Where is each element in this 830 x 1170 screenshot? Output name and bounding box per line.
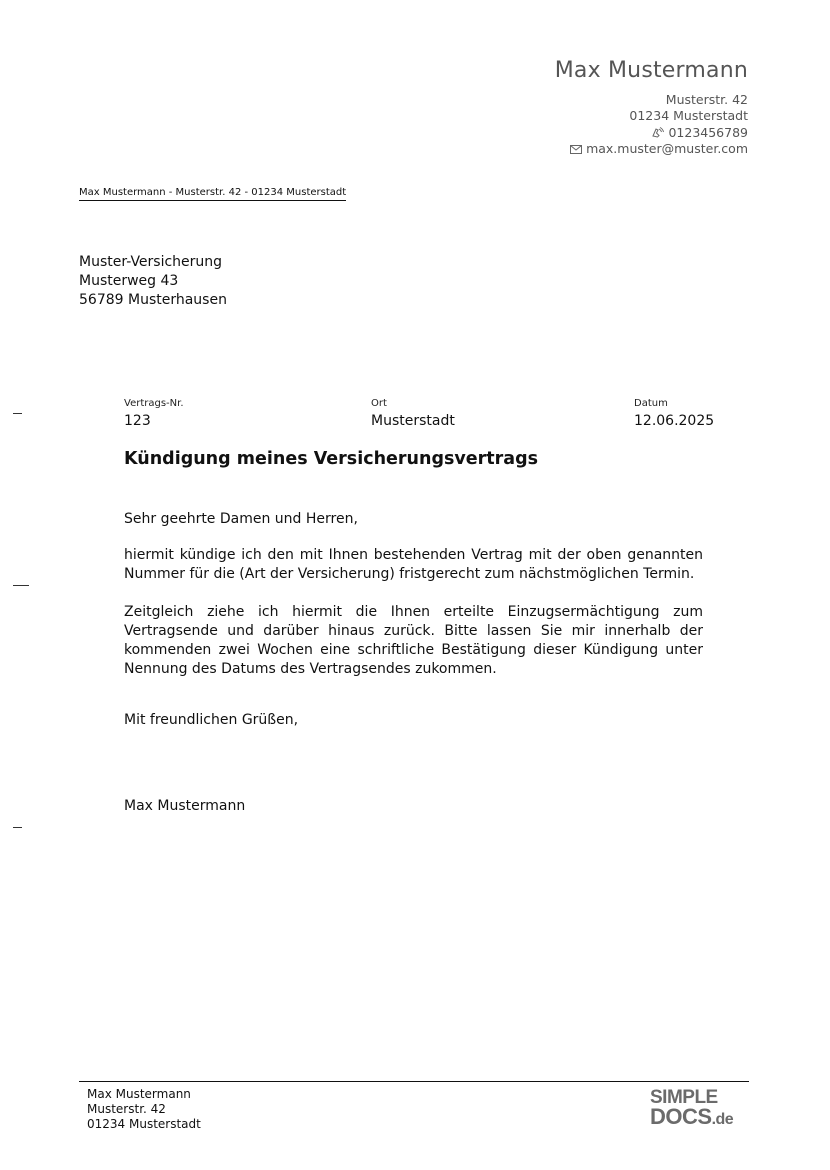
fold-mark-top [13,413,22,414]
sender-email-value: max.muster@muster.com [586,141,748,156]
simpledocs-logo [650,1088,748,1130]
recipient-name: Muster-Versicherung [79,254,223,270]
date-value: 12.06.2025 [634,413,715,429]
sender-phone-value: 0123456789 [668,125,748,140]
place-label: Ort [371,398,387,409]
salutation: Sehr geehrte Damen und Herren, [124,511,358,527]
logo-line-1: SIMPLE [650,1087,718,1108]
recipient-city: 56789 Musterhausen [79,292,227,308]
footer-divider [79,1081,749,1082]
footer-address [87,1087,201,1132]
mail-icon [570,142,582,157]
logo-docs: DOCS [650,1104,712,1129]
contract-number-label: Vertrags-Nr. [124,398,184,409]
body-paragraph-2: Zeitgleich ziehe ich hiermit die Ihnen erteilte Einzugsermächtigung zum Vertragsende und darüber hinaus zurück. Bitte lassen Sie mir innerhalb der kommenden zwei Wochen eine schriftliche Bestätigung dieser Kündigung unter Nennung des Datums des Vertragsendes zukommen. [124,604,703,677]
signature-name: Max Mustermann [124,798,246,814]
contract-number-value: 123 [124,413,151,429]
closing: Mit freundlichen Grüßen, [124,712,299,728]
return-address-line: Max Mustermann - Musterstr. 42 - 01234 Musterstadt [79,187,346,201]
place-value: Musterstadt [371,413,455,429]
logo-suffix: .de [711,1111,734,1128]
punch-mark [13,585,29,586]
sender-name: Max Mustermann [554,58,748,83]
letter-subject: Kündigung meines Versicherungsvertrags [124,449,539,469]
body-paragraph-1: hiermit kündige ich den mit Ihnen bestehenden Vertrag mit der oben genannten Nummer für die (Art der Versicherung) fristgerecht zum nächstmöglichen Termin. [124,547,703,582]
sender-email [570,141,748,157]
sender-phone [651,125,748,141]
footer-street: Musterstr. 42 [87,1102,166,1116]
recipient-street: Musterweg 43 [79,273,179,289]
recipient-address [79,253,227,310]
fold-mark-bottom [13,827,22,828]
phone-icon [651,126,664,141]
logo-line-2 [650,1106,733,1131]
sender-city: 01234 Musterstadt [629,108,748,123]
date-label: Datum [634,398,668,409]
footer-name: Max Mustermann [87,1087,191,1101]
sender-street: Musterstr. 42 [665,92,748,107]
footer-city: 01234 Musterstadt [87,1117,201,1131]
